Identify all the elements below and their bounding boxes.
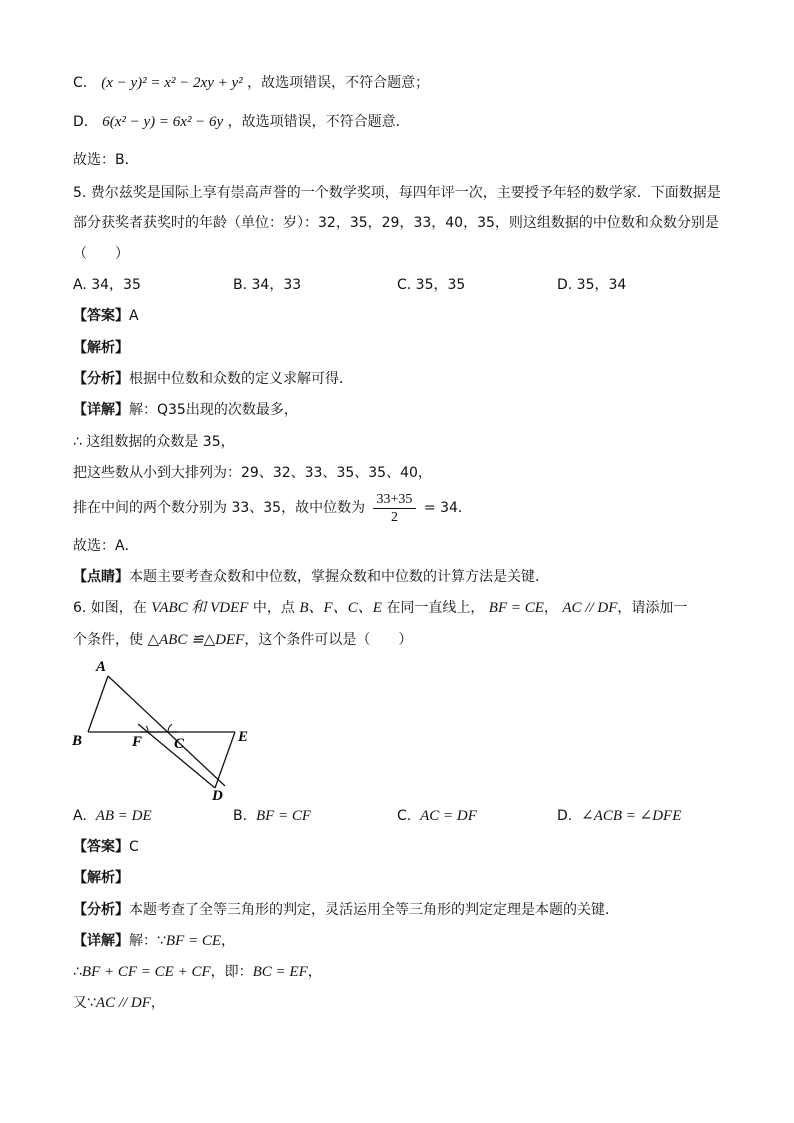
option-c-line — [73, 73, 429, 93]
q5-analysis: 【解析】 — [73, 340, 129, 356]
q5-choose-line: 故选：A． — [73, 538, 139, 554]
q5-line1: 5. 费尔兹奖是国际上享有崇高声誉的一个数学奖项，每四年评一次，主要授予年轻的数学家．下面数据是 — [73, 185, 721, 201]
q5-line2: 部分获奖者获奖时的年龄（单位：岁）：32，35，29，33，40，35，则这组数据的中位数和众数分别是 — [73, 215, 719, 231]
option-d-line — [73, 112, 410, 132]
q6-step2-part: ， — [307, 964, 322, 980]
q6-step2-result: BC = EF — [252, 964, 308, 980]
q6-step2-part: ，即： — [210, 964, 253, 980]
q6-option-c-letter: C. — [397, 808, 412, 824]
q5-fenxi-text: 根据中位数和众数的定义求解可得． — [129, 371, 353, 387]
label-e: E — [238, 729, 249, 745]
q5-median-line — [73, 490, 472, 526]
angle-mark-c — [168, 724, 172, 732]
q5-xiangjie-text: 解：Q35出现的次数最多， — [129, 402, 298, 418]
q6-option-b — [233, 806, 311, 826]
q6-xiangjie-formula: BF = CE — [165, 933, 222, 949]
q5-dianjing — [73, 567, 549, 587]
q6-option-c — [397, 806, 477, 826]
q6-fenxi — [73, 900, 619, 920]
q6-option-d-formula: ∠ACB = ∠DFE — [581, 808, 682, 824]
q6-xiangjie-part: 解：∵ — [129, 933, 166, 949]
q5-answer-tag: 【答案】 — [73, 308, 129, 324]
q5-xiangjie — [73, 400, 298, 420]
q6-line1-parallel: AC // DF — [562, 600, 618, 616]
q6-line1-part: 中，点 — [252, 600, 295, 616]
label-b: B — [72, 733, 83, 749]
q5-answer — [73, 306, 139, 326]
q6-line1-part: 在同一直线上， — [386, 600, 485, 616]
q5-xiangjie-tag: 【详解】 — [73, 402, 129, 418]
q6-answer-value: C — [129, 839, 139, 855]
q6-step3-part: 又∵ — [73, 995, 96, 1011]
q6-xiangjie-tag: 【详解】 — [73, 933, 129, 949]
q6-step2-part: ∴ — [73, 964, 82, 980]
q6-line2-congruence: △ABC ≌△DEF — [147, 632, 245, 648]
q6-answer — [73, 837, 139, 857]
q6-line2-part: ，这个条件可以是（ ） — [244, 632, 413, 648]
q6-line1-part: ， — [543, 600, 558, 616]
q5-line3: （ ） — [73, 246, 129, 262]
q6-line1-points: B、F、C、E — [299, 600, 382, 616]
choose-b-line: 故选：B． — [73, 152, 139, 168]
q5-option-b: B. 34，33 — [233, 277, 302, 293]
q6-line2 — [73, 630, 412, 650]
q5-dianjing-text: 本题主要考查众数和中位数，掌握众数和中位数的计算方法是关键． — [129, 569, 549, 585]
segment-ed — [215, 732, 235, 788]
q6-option-c-formula: AC = DF — [420, 808, 477, 824]
q6-option-a — [73, 806, 152, 826]
q6-xiangjie-part: ， — [221, 933, 236, 949]
q6-fenxi-text: 本题考查了全等三角形的判定，灵活运用全等三角形的判定定理是本题的关键． — [129, 902, 619, 918]
label-a: A — [96, 659, 107, 675]
q6-option-a-formula: AB = DE — [95, 808, 152, 824]
q5-answer-value: A — [129, 308, 139, 324]
q6-analysis: 【解析】 — [73, 870, 129, 886]
q6-xiangjie — [73, 931, 235, 951]
option-c-formula: (x − y)² = x² − 2xy + y² — [101, 75, 243, 91]
q5-fraction-denominator: 2 — [390, 509, 398, 525]
q5-dianjing-tag: 【点睛】 — [73, 569, 129, 585]
option-d-text: ，故选项错误，不符合题意． — [227, 114, 410, 130]
q6-line1-bf-ce: BF = CE — [488, 600, 544, 616]
option-d-prefix: D． — [73, 114, 98, 130]
segment-ac-to-d — [108, 676, 225, 786]
q6-line1-part: 6. 如图，在 — [73, 600, 147, 616]
q5-fraction-numerator: 33+35 — [373, 491, 417, 509]
q5-sorted-line: 把这些数从小到大排列为：29、32、33、35、35、40， — [73, 465, 432, 481]
q6-line1-part: ，请添加一 — [617, 600, 688, 616]
triangle-figure — [70, 658, 270, 803]
q6-line1 — [73, 598, 687, 618]
q5-median-fraction — [373, 491, 417, 526]
label-f: F — [132, 734, 143, 750]
q5-fenxi-tag: 【分析】 — [73, 371, 129, 387]
q5-option-c: C. 35，35 — [397, 277, 466, 293]
q6-option-b-formula: BF = CF — [255, 808, 312, 824]
q5-median-post: = 34． — [423, 500, 472, 516]
q6-step2-formula: BF + CF = CE + CF — [81, 964, 211, 980]
q6-step3-formula: AC // DF — [95, 995, 151, 1011]
q5-mode-line: ∴ 这组数据的众数是 35， — [73, 434, 235, 450]
segment-fd — [138, 724, 215, 788]
q6-line2-part: 个条件，使 — [73, 632, 143, 648]
q6-step3-part: ， — [150, 995, 165, 1011]
q6-option-d — [557, 806, 681, 826]
q5-fenxi — [73, 369, 353, 389]
label-c: C — [174, 736, 185, 752]
q6-option-a-letter: A. — [73, 808, 87, 824]
label-d: D — [212, 788, 223, 803]
q6-line1-triangles: VABC 和 VDEF — [151, 600, 249, 616]
option-d-formula: 6(x² − y) = 6x² − 6y — [102, 114, 224, 130]
segment-ab — [88, 676, 108, 732]
q6-option-b-letter: B. — [233, 808, 248, 824]
q5-option-a: A. 34，35 — [73, 277, 141, 293]
q6-step3 — [73, 993, 165, 1013]
option-c-prefix: C． — [73, 75, 97, 91]
q5-median-pre: 排在中间的两个数分别为 33、35，故中位数为 — [73, 500, 366, 516]
q6-fenxi-tag: 【分析】 — [73, 902, 129, 918]
option-c-text: ，故选项错误，不符合题意； — [247, 75, 430, 91]
q6-step2 — [73, 962, 322, 982]
q6-option-d-letter: D. — [557, 808, 573, 824]
q5-option-d: D. 35，34 — [557, 277, 627, 293]
q6-answer-tag: 【答案】 — [73, 839, 129, 855]
